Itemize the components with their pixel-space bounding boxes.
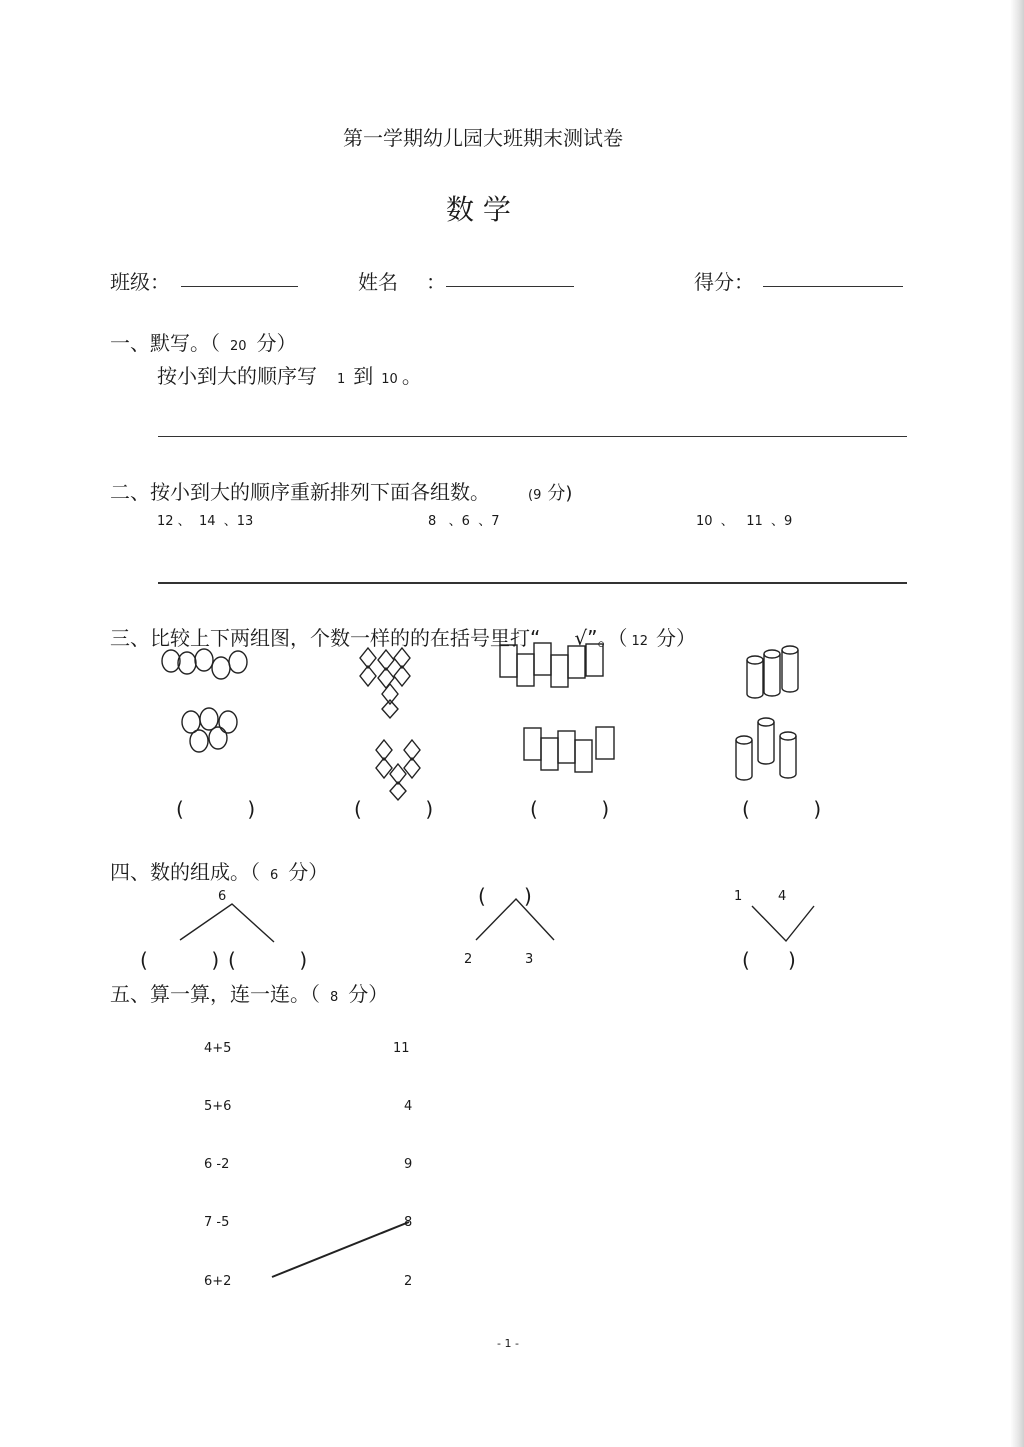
class-label: 班级： [110, 270, 170, 294]
rect-group-top [500, 643, 603, 687]
q3-answer-1[interactable]: ( ) [176, 797, 256, 821]
page-number: - 1 - [497, 1337, 519, 1350]
answer-2[interactable]: 4 [404, 1099, 413, 1114]
ornament-group-bottom [376, 740, 420, 800]
answer-4[interactable]: 8 [404, 1215, 413, 1230]
q2-heading: 二、按小到大的顺序重新排列下面各组数。 (9 分) [110, 480, 573, 504]
answer-5[interactable]: 2 [404, 1274, 413, 1289]
q3-answer-2[interactable]: ( ) [354, 797, 434, 821]
q3-answer-4[interactable]: ( ) [742, 797, 822, 821]
expr-1[interactable]: 4+5 [204, 1041, 232, 1056]
name-colon: ： [426, 270, 446, 294]
connect-line-6plus2-to-8 [272, 1222, 409, 1277]
tree-3-right: 4 [778, 889, 787, 904]
expr-5[interactable]: 6+2 [204, 1274, 232, 1289]
oval-group-bottom [182, 708, 237, 752]
q2-group-2: 8 、6 、7 [428, 514, 500, 529]
answer-3[interactable]: 9 [404, 1157, 413, 1172]
expr-2[interactable]: 5+6 [204, 1099, 232, 1114]
cylinder-group-top [747, 646, 798, 698]
tree-1-right-blank[interactable]: ( ) [228, 948, 308, 972]
cylinder-group-bottom [736, 718, 796, 780]
expr-3[interactable]: 6 -2 [204, 1157, 230, 1172]
rect-group-bottom [524, 727, 614, 772]
q2-group-3: 10 、 11 、9 [696, 514, 793, 529]
answer-1[interactable]: 11 [393, 1041, 410, 1056]
score-label: 得分： [694, 270, 754, 294]
q4-heading: 四、数的组成。（ 6 分） [110, 860, 329, 884]
tree-1-top: 6 [218, 889, 227, 904]
tree-3-branches [752, 906, 814, 941]
tree-2-left: 2 [464, 952, 473, 967]
tree-3-bottom-blank[interactable]: ( ) [742, 948, 796, 972]
q1-instruction: 按小到大的顺序写 1 到 10 。 [157, 364, 422, 388]
q1-heading: 一、默写。（ 20 分） [110, 331, 297, 355]
tree-2-right: 3 [525, 952, 534, 967]
tree-1-branches [180, 904, 274, 942]
tree-1-left-blank[interactable]: ( ) [140, 948, 220, 972]
tree-2-top-blank[interactable]: ( ) [478, 884, 532, 908]
q2-group-1: 12 、 14 、13 [157, 514, 254, 529]
name-label: 姓名 [358, 270, 398, 294]
ornament-group-top [360, 648, 410, 718]
q5-heading: 五、算一算，连一连。（ 8 分） [110, 982, 389, 1006]
tree-3-left: 1 [734, 889, 743, 904]
subject-title: 数 学 [446, 193, 511, 226]
q3-heading: 三、比较上下两组图，个数一样的的在括号里打“ √”。（ 12 分） [110, 626, 697, 650]
expr-4[interactable]: 7 -5 [204, 1215, 230, 1230]
oval-group-top [162, 649, 247, 679]
q3-answer-3[interactable]: ( ) [530, 797, 610, 821]
exam-title: 第一学期幼儿园大班期末测试卷 [343, 126, 623, 150]
